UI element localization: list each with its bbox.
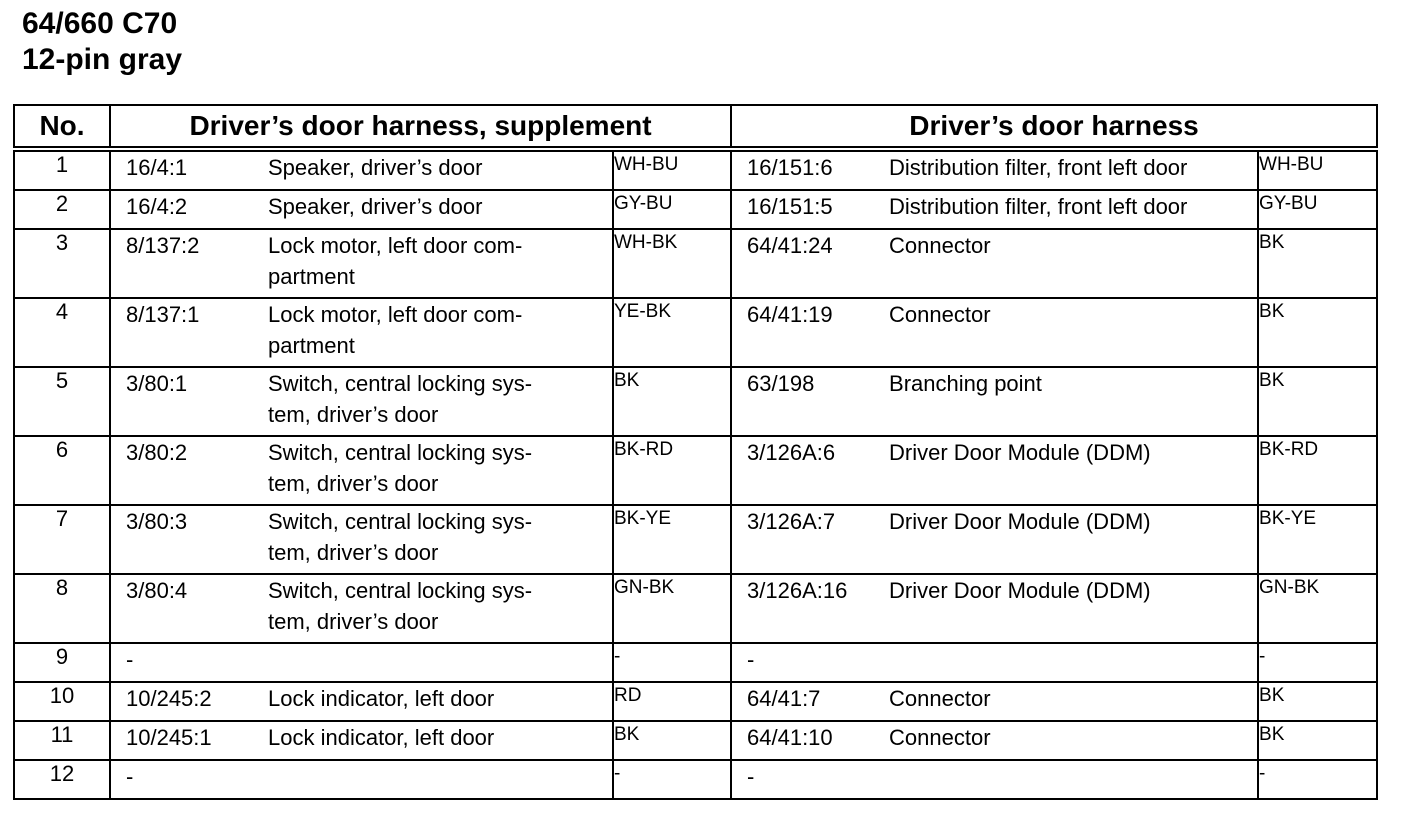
- table-row: [14, 643, 1377, 682]
- right-wire-color: BK: [1258, 721, 1377, 760]
- right-harness-cell: [731, 721, 1258, 760]
- right-harness-cell: [731, 760, 1258, 799]
- right-component-code: 3/126A:6: [747, 440, 836, 465]
- left-component-code: 16/4:2: [126, 194, 188, 219]
- right-component-description: [889, 761, 1257, 792]
- right-component-code: 3/126A:16: [747, 578, 848, 603]
- right-wire-color: BK: [1258, 682, 1377, 721]
- connector-id: 64/660 C70: [22, 7, 178, 40]
- pin-number: 12: [14, 760, 110, 799]
- header-no: No.: [14, 105, 110, 149]
- right-harness-cell: [731, 149, 1258, 190]
- left-component-code: 3/80:1: [126, 371, 188, 396]
- right-component-description: Driver Door Module (DDM): [889, 440, 1151, 465]
- left-wire-color: BK-RD: [613, 436, 731, 505]
- pin-number: 6: [14, 436, 110, 505]
- left-component-description: Lock motor, left door com- partment: [268, 302, 523, 358]
- pin-number: 11: [14, 721, 110, 760]
- right-component-code: 64/41:19: [747, 302, 833, 327]
- right-component-code: -: [747, 647, 755, 672]
- table-row: [14, 760, 1377, 799]
- left-wire-color: WH-BU: [613, 149, 731, 190]
- left-component-code: 8/137:2: [126, 233, 200, 258]
- pin-number: 5: [14, 367, 110, 436]
- right-component-code: 16/151:5: [747, 194, 833, 219]
- left-harness-cell: [110, 721, 613, 760]
- right-wire-color: GN-BK: [1258, 574, 1377, 643]
- right-harness-cell: [731, 190, 1258, 229]
- table-row: [14, 229, 1377, 298]
- right-component-code: 3/126A:7: [747, 509, 836, 534]
- right-component-description: Distribution filter, front left door: [889, 155, 1188, 180]
- left-component-description: Speaker, driver’s door: [268, 155, 483, 180]
- left-wire-color: -: [613, 760, 731, 799]
- pin-number: 4: [14, 298, 110, 367]
- right-component-code: 16/151:6: [747, 155, 833, 180]
- right-component-description: Connector: [889, 686, 991, 711]
- left-component-code: 16/4:1: [126, 155, 188, 180]
- right-wire-color: -: [1258, 760, 1377, 799]
- right-wire-color: BK: [1258, 298, 1377, 367]
- right-wire-color: BK-RD: [1258, 436, 1377, 505]
- left-component-description: Switch, central locking sys- tem, driver’s door: [268, 371, 533, 427]
- left-component-code: 3/80:2: [126, 440, 188, 465]
- left-component-description: Switch, central locking sys- tem, driver’s door: [268, 509, 533, 565]
- right-wire-color: BK: [1258, 367, 1377, 436]
- left-component-code: 10/245:1: [126, 725, 212, 750]
- right-component-code: 64/41:24: [747, 233, 833, 258]
- document-title: [22, 6, 182, 78]
- right-component-description: Connector: [889, 725, 991, 750]
- right-harness-cell: [731, 229, 1258, 298]
- right-component-description: Connector: [889, 233, 991, 258]
- right-wire-color: BK-YE: [1258, 505, 1377, 574]
- left-wire-color: BK: [613, 721, 731, 760]
- table-row: [14, 721, 1377, 760]
- right-component-code: -: [747, 764, 755, 789]
- connector-type: 12-pin gray: [22, 43, 183, 76]
- left-component-description: Lock indicator, left door: [268, 725, 495, 750]
- right-component-code: 64/41:10: [747, 725, 833, 750]
- right-wire-color: WH-BU: [1258, 149, 1377, 190]
- left-harness-cell: [110, 760, 613, 799]
- left-component-description: Lock motor, left door com- partment: [268, 233, 523, 289]
- right-component-code: 63/198: [747, 371, 815, 396]
- right-harness-cell: [731, 682, 1258, 721]
- left-harness-cell: [110, 149, 613, 190]
- left-component-code: 3/80:4: [126, 578, 188, 603]
- right-component-description: Driver Door Module (DDM): [889, 578, 1151, 603]
- left-wire-color: GY-BU: [613, 190, 731, 229]
- right-component-description: Driver Door Module (DDM): [889, 509, 1151, 534]
- left-component-code: -: [126, 764, 134, 789]
- left-wire-color: -: [613, 643, 731, 682]
- left-component-description: Lock indicator, left door: [268, 686, 495, 711]
- left-harness-cell: [110, 298, 613, 367]
- table-row: [14, 436, 1377, 505]
- right-wire-color: BK: [1258, 229, 1377, 298]
- left-harness-cell: [110, 505, 613, 574]
- left-component-description: Speaker, driver’s door: [268, 194, 483, 219]
- left-component-code: 3/80:3: [126, 509, 188, 534]
- left-component-description: Switch, central locking sys- tem, driver’s door: [268, 440, 533, 496]
- left-wire-color: RD: [613, 682, 731, 721]
- left-wire-color: BK: [613, 367, 731, 436]
- table-row: [14, 682, 1377, 721]
- left-harness-cell: [110, 229, 613, 298]
- right-harness-cell: [731, 436, 1258, 505]
- pin-number: 7: [14, 505, 110, 574]
- left-component-description: [268, 761, 612, 792]
- right-component-description: [889, 644, 1257, 675]
- header-right-harness: Driver’s door harness: [731, 105, 1377, 149]
- right-wire-color: -: [1258, 643, 1377, 682]
- table-row: [14, 298, 1377, 367]
- table-header-row: [14, 105, 1377, 149]
- left-harness-cell: [110, 190, 613, 229]
- pin-assignment-table: [13, 104, 1378, 800]
- left-wire-color: YE-BK: [613, 298, 731, 367]
- table-row: [14, 149, 1377, 190]
- right-harness-cell: [731, 643, 1258, 682]
- left-wire-color: GN-BK: [613, 574, 731, 643]
- table-row: [14, 574, 1377, 643]
- left-harness-cell: [110, 574, 613, 643]
- right-harness-cell: [731, 505, 1258, 574]
- right-component-description: Branching point: [889, 371, 1042, 396]
- pin-number: 8: [14, 574, 110, 643]
- left-harness-cell: [110, 436, 613, 505]
- left-harness-cell: [110, 682, 613, 721]
- table-row: [14, 367, 1377, 436]
- table-row: [14, 505, 1377, 574]
- pin-number: 2: [14, 190, 110, 229]
- right-harness-cell: [731, 367, 1258, 436]
- left-component-code: 10/245:2: [126, 686, 212, 711]
- left-wire-color: WH-BK: [613, 229, 731, 298]
- left-harness-cell: [110, 643, 613, 682]
- table-row: [14, 190, 1377, 229]
- left-wire-color: BK-YE: [613, 505, 731, 574]
- right-component-description: Distribution filter, front left door: [889, 194, 1188, 219]
- left-component-code: 8/137:1: [126, 302, 200, 327]
- table-body: [14, 149, 1377, 799]
- left-component-code: -: [126, 647, 134, 672]
- right-harness-cell: [731, 574, 1258, 643]
- pin-number: 3: [14, 229, 110, 298]
- pin-number: 10: [14, 682, 110, 721]
- pin-number: 9: [14, 643, 110, 682]
- left-harness-cell: [110, 367, 613, 436]
- right-harness-cell: [731, 298, 1258, 367]
- right-component-code: 64/41:7: [747, 686, 821, 711]
- right-component-description: Connector: [889, 302, 991, 327]
- left-component-description: [268, 644, 612, 675]
- right-wire-color: GY-BU: [1258, 190, 1377, 229]
- left-component-description: Switch, central locking sys- tem, driver’s door: [268, 578, 533, 634]
- header-left-harness: Driver’s door harness, supplement: [110, 105, 731, 149]
- pin-number: 1: [14, 149, 110, 190]
